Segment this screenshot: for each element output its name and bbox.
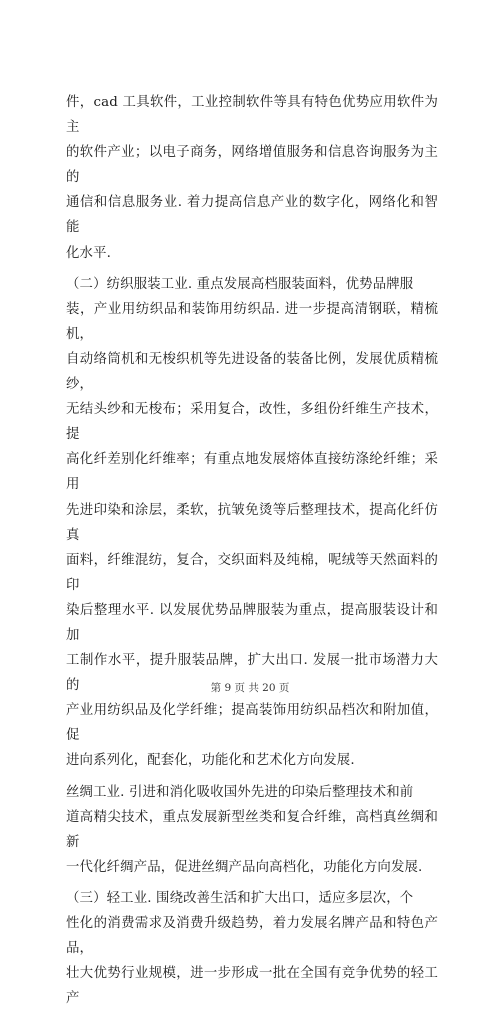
document-body: [66, 90, 438, 1017]
paragraph-silk-industry: 丝绸工业. 引进和消化吸收国外先进的印染后整理技术和前 道高精尖技术，重点发展新型丝类和复合纤维，高档真丝绸和新 一代化纤绸产品，促进丝绸产品向高档化，功能化方向发展.: [66, 784, 438, 875]
paragraph-textile-apparel: （二）纺织服装工业. 重点发展高档服装面料，优势品牌服 装，产业用纺织品和装饰用纺织品. 进一步提高清钢联，精梳机， 自动络筒机和无梭织机等先进设备的装备比例，发展优质精梳纱， 无结头纱和无梭布；采用复合，改性，多组份纤维生产技术，提 高化纤差别化纤维率；有重点地发展熔体直接纺涤纶纤维；采用 先进印染和涂层，柔软，抗皱免烫等后整理技术，提高化纤仿真 面料，纤维混纺，复合，交织面料及纯棉，呢绒等天然面料的印 染后整理水平. 以发展优势品牌服装为重点，提高服装设计和加 工制作水平，提升服装品牌，扩大出口. 发展一批市场潜力大的 产业用纺织品及化学纤维；提高装饰用纺织品档次和附加值，促 进向系列化，配套化，功能化和艺术化方向发展.: [66, 276, 438, 769]
paragraph-software-industry: 件，cad 工具软件，工业控制软件等具有特色优势应用软件为主 的软件产业；以电子商务，网络增值服务和信息咨询服务为主的 通信和信息服务业. 着力提高信息产业的数字化，网络化和智能 化水平.: [66, 95, 438, 261]
page-footer: 第 9 页 共 20 页: [210, 682, 290, 694]
paragraph-light-industry: （三）轻工业. 围绕改善生活和扩大出口，适应多层次，个 性化的消费需求及消费升级趋势，着力发展名牌产品和特色产品， 壮大优势行业规模，进一步形成一批在全国有竞争优势的轻工产: [66, 890, 438, 1007]
